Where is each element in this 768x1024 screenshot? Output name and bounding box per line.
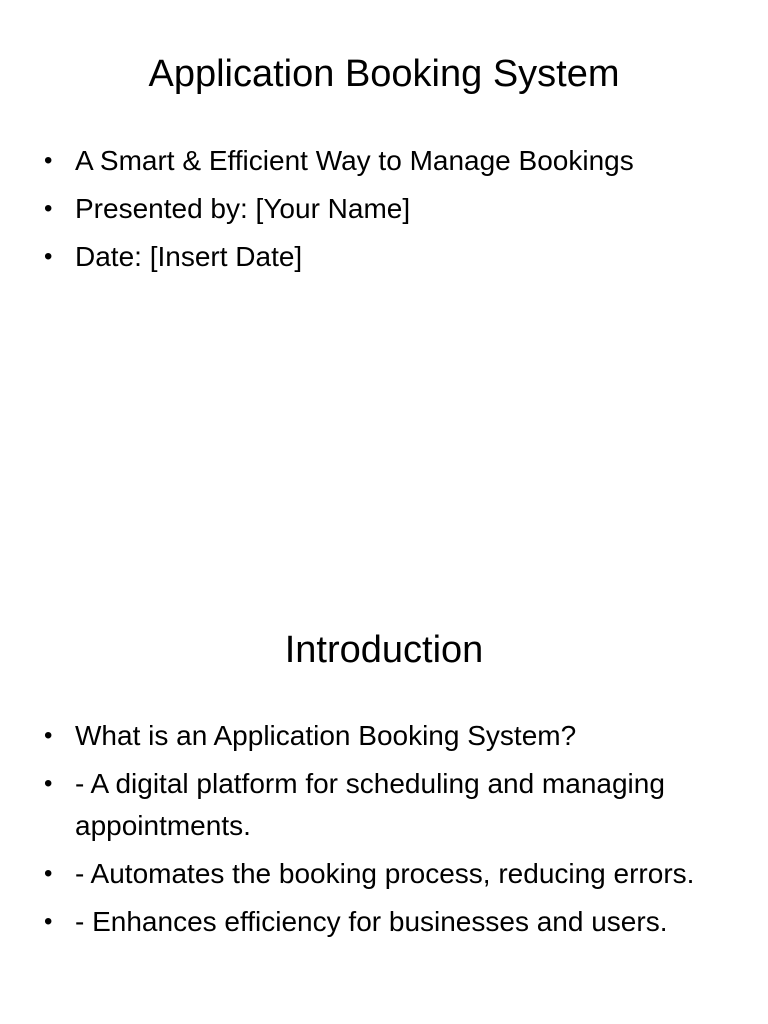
list-item — [44, 763, 734, 847]
list-item — [44, 715, 734, 757]
bullet-list — [44, 715, 734, 949]
list-item — [44, 901, 734, 943]
bullet-list — [44, 140, 734, 284]
bullet-text: - Automates the booking process, reducing errors. — [75, 858, 695, 889]
bullet-text: What is an Application Booking System? — [75, 720, 577, 751]
bullet-icon: • — [44, 770, 53, 797]
bullet-icon: • — [44, 147, 53, 174]
bullet-text: Date: [Insert Date] — [75, 241, 303, 272]
slide-introduction — [0, 576, 768, 1024]
list-item — [44, 140, 734, 182]
bullet-text: - Enhances efficiency for businesses and users. — [75, 906, 668, 937]
list-item — [44, 188, 734, 230]
bullet-text: - A digital platform for scheduling and managing appointments. — [75, 768, 665, 841]
bullet-icon: • — [44, 908, 53, 935]
bullet-icon: • — [44, 243, 53, 270]
bullet-icon: • — [44, 195, 53, 222]
list-item — [44, 853, 734, 895]
bullet-text: A Smart & Efficient Way to Manage Bookings — [75, 145, 634, 176]
slide-title: Application Booking System — [148, 53, 620, 95]
list-item — [44, 236, 734, 278]
bullet-text: Presented by: [Your Name] — [75, 193, 411, 224]
slide-title: Introduction — [284, 629, 484, 671]
bullet-icon: • — [44, 722, 53, 749]
bullet-icon: • — [44, 860, 53, 887]
